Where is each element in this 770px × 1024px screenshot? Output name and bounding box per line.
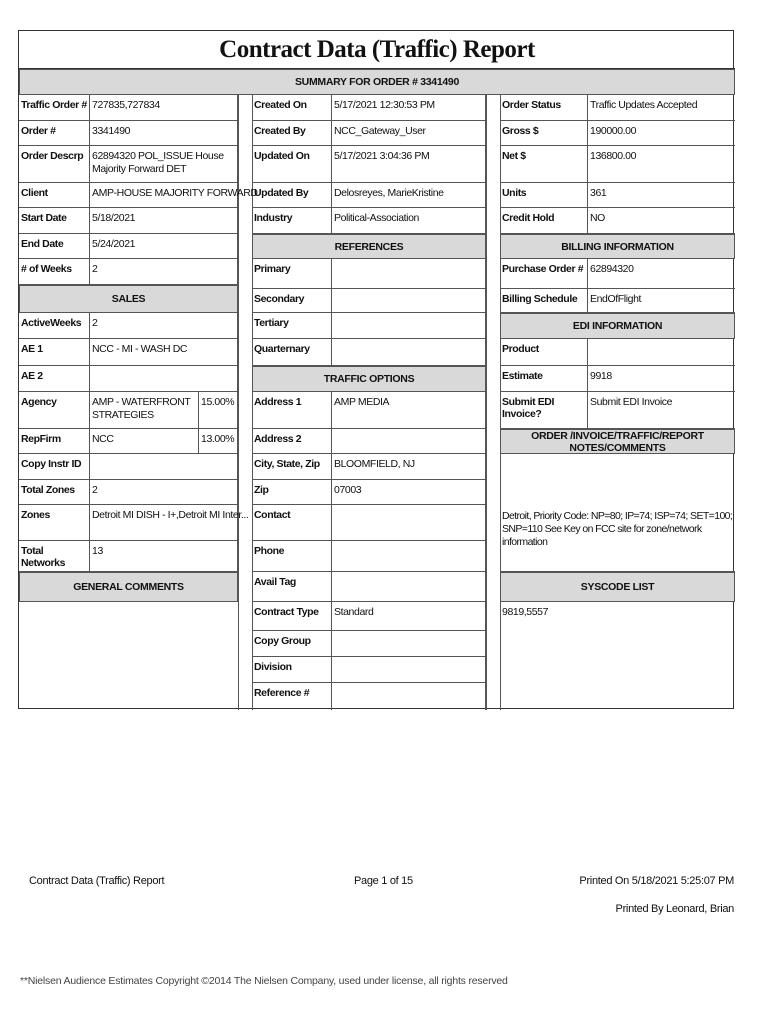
reference-label: Reference #: [252, 683, 332, 710]
agency-value: AMP - WATERFRONT STRATEGIES: [90, 392, 199, 429]
client-label: Client: [19, 183, 90, 208]
division-label: Division: [252, 657, 332, 683]
tertiary-label: Tertiary: [252, 313, 332, 339]
footer-printed-by: Printed By Leonard, Brian: [615, 903, 734, 915]
copy-group-value: [332, 631, 486, 657]
syscode-header: SYSCODE LIST: [500, 572, 735, 602]
address2-label: Address 2: [252, 429, 332, 454]
address1-value: AMP MEDIA: [332, 392, 486, 429]
billing-header: BILLING INFORMATION: [500, 234, 735, 259]
contact-value: [332, 505, 486, 541]
active-weeks-value: 2: [90, 313, 238, 339]
copy-instr-value: [90, 454, 238, 480]
phone-value: [332, 541, 486, 572]
references-header: REFERENCES: [252, 234, 486, 259]
contract-type-label: Contract Type: [252, 602, 332, 631]
updated-by-label: Updated By: [252, 183, 332, 208]
agency-percent: 15.00%: [199, 392, 238, 429]
copy-group-label: Copy Group: [252, 631, 332, 657]
division-value: [332, 657, 486, 683]
repfirm-percent: 13.00%: [199, 429, 238, 454]
traffic-order-value: 727835,727834: [90, 95, 238, 121]
total-zones-value: 2: [90, 480, 238, 505]
created-by-value: NCC_Gateway_User: [332, 121, 486, 146]
avail-tag-value: [332, 572, 486, 602]
net-value: 136800.00: [588, 146, 735, 183]
contact-label: Contact: [252, 505, 332, 541]
address2-value: [332, 429, 486, 454]
gross-label: Gross $: [500, 121, 588, 146]
zip-label: Zip: [252, 480, 332, 505]
created-on-label: Created On: [252, 95, 332, 121]
ae1-label: AE 1: [19, 339, 90, 366]
industry-label: Industry: [252, 208, 332, 234]
notes-value: Detroit, Priority Code: NP=80; IP=74; ISP=74; SET=100; SNP=110 See Key on FCC site for zone/network information: [500, 454, 735, 572]
created-on-value: 5/17/2021 12:30:53 PM: [332, 95, 486, 121]
net-label: Net $: [500, 146, 588, 183]
end-date-label: End Date: [19, 234, 90, 259]
billing-schedule-label: Billing Schedule: [500, 289, 588, 313]
units-label: Units: [500, 183, 588, 208]
secondary-value: [332, 289, 486, 313]
industry-value: Political-Association: [332, 208, 486, 234]
gross-value: 190000.00: [588, 121, 735, 146]
repfirm-label: RepFirm: [19, 429, 90, 454]
start-date-value: 5/18/2021: [90, 208, 238, 234]
ae2-value: [90, 366, 238, 392]
quarternary-label: Quarternary: [252, 339, 332, 366]
report-title: Contract Data (Traffic) Report: [19, 31, 735, 69]
summary-header: SUMMARY FOR ORDER # 3341490: [19, 69, 735, 95]
submit-edi-value: Submit EDI Invoice: [588, 392, 735, 429]
secondary-label: Secondary: [252, 289, 332, 313]
primary-label: Primary: [252, 259, 332, 289]
submit-edi-label: Submit EDI Invoice?: [500, 392, 588, 429]
footer-copyright: **Nielsen Audience Estimates Copyright ©2014 The Nielsen Company, used under license, all rights reserved: [20, 975, 508, 987]
estimate-value: 9918: [588, 366, 735, 392]
start-date-label: Start Date: [19, 208, 90, 234]
created-by-label: Created By: [252, 121, 332, 146]
divider: [486, 95, 487, 710]
updated-by-value: Delosreyes, MarieKristine: [332, 183, 486, 208]
edi-header: EDI INFORMATION: [500, 313, 735, 339]
zip-value: 07003: [332, 480, 486, 505]
ae1-value: NCC - MI - WASH DC: [90, 339, 238, 366]
weeks-label: # of Weeks: [19, 259, 90, 285]
product-label: Product: [500, 339, 588, 366]
quarternary-value: [332, 339, 486, 366]
order-status-label: Order Status: [500, 95, 588, 121]
weeks-value: 2: [90, 259, 238, 285]
traffic-options-header: TRAFFIC OPTIONS: [252, 366, 486, 392]
end-date-value: 5/24/2021: [90, 234, 238, 259]
contract-type-value: Standard: [332, 602, 486, 631]
order-descr-value: 62894320 POL_ISSUE House Majority Forward DET: [90, 146, 238, 183]
footer-page-number: Page 1 of 15: [354, 875, 413, 887]
traffic-order-label: Traffic Order #: [19, 95, 90, 121]
order-value: 3341490: [90, 121, 238, 146]
agency-label: Agency: [19, 392, 90, 429]
credit-hold-value: NO: [588, 208, 735, 234]
updated-on-label: Updated On: [252, 146, 332, 183]
footer-printed-on: Printed On 5/18/2021 5:25:07 PM: [579, 875, 734, 887]
city-value: BLOOMFIELD, NJ: [332, 454, 486, 480]
billing-schedule-value: EndOfFlight: [588, 289, 735, 313]
tertiary-value: [332, 313, 486, 339]
active-weeks-label: ActiveWeeks: [19, 313, 90, 339]
total-networks-label: Total Networks: [19, 541, 90, 572]
phone-label: Phone: [252, 541, 332, 572]
copy-instr-label: Copy Instr ID: [19, 454, 90, 480]
zones-label: Zones: [19, 505, 90, 541]
sales-header: SALES: [19, 285, 238, 313]
po-label: Purchase Order #: [500, 259, 588, 289]
estimate-label: Estimate: [500, 366, 588, 392]
primary-value: [332, 259, 486, 289]
total-networks-value: 13: [90, 541, 238, 572]
order-label: Order #: [19, 121, 90, 146]
po-value: 62894320: [588, 259, 735, 289]
order-status-value: Traffic Updates Accepted: [588, 95, 735, 121]
repfirm-value: NCC: [90, 429, 199, 454]
zones-value: Detroit MI DISH - I+,Detroit MI Inter...: [90, 505, 238, 541]
address1-label: Address 1: [252, 392, 332, 429]
notes-header: ORDER /INVOICE/TRAFFIC/REPORT NOTES/COMMENTS: [500, 429, 735, 454]
client-value: AMP-HOUSE MAJORITY FORWARD: [90, 183, 238, 208]
credit-hold-label: Credit Hold: [500, 208, 588, 234]
footer-report-name: Contract Data (Traffic) Report: [29, 875, 165, 887]
updated-on-value: 5/17/2021 3:04:36 PM: [332, 146, 486, 183]
units-value: 361: [588, 183, 735, 208]
reference-value: [332, 683, 486, 710]
avail-tag-label: Avail Tag: [252, 572, 332, 602]
total-zones-label: Total Zones: [19, 480, 90, 505]
ae2-label: AE 2: [19, 366, 90, 392]
report-frame: [18, 30, 734, 709]
city-label: City, State, Zip: [252, 454, 332, 480]
order-descr-label: Order Descrp: [19, 146, 90, 183]
product-value: [588, 339, 735, 366]
syscode-list: 9819,5557: [502, 606, 549, 618]
general-comments-header: GENERAL COMMENTS: [19, 572, 238, 602]
